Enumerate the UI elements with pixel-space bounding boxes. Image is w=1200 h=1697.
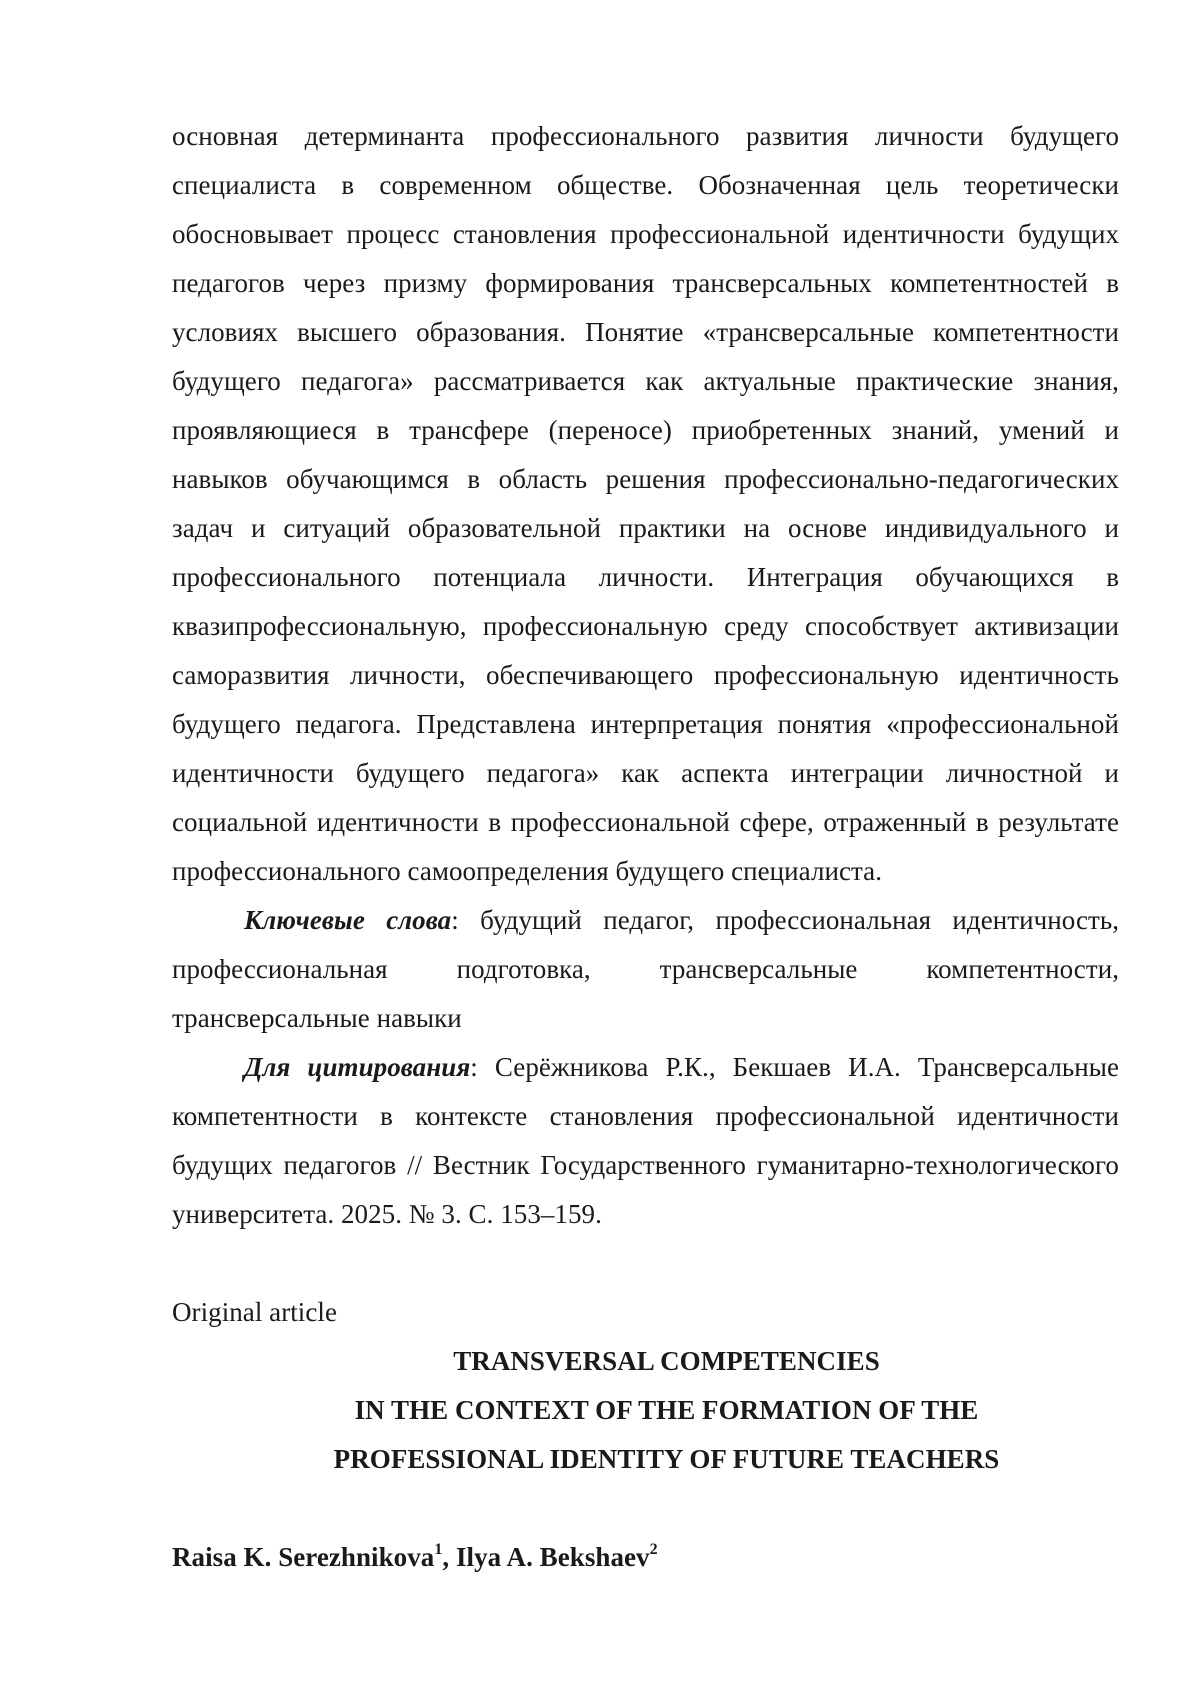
keywords-separator: : [451,905,459,935]
keywords-text: будущий педагог, профессиональная идентичность, профессиональная подготовка, трансверсальные компетентности, трансверсальные навыки [172,905,1119,1033]
citation-text: Серёжникова Р.К., Бекшаев И.А. Трансверсальные компетентности в контексте становления профессиональной идентичности будущих педагогов // Вестник Государственного гуманитарно-технологического университета. 2025. № 3. С. 153–159. [172,1052,1119,1229]
citation-label: Для цитирования [244,1052,471,1082]
citation-paragraph [172,1043,1119,1239]
title-line: IN THE CONTEXT OF THE FORMATION OF THE [354,1395,979,1425]
document-page [172,112,1119,1582]
author-affiliation-mark: 2 [649,1541,658,1558]
keywords-label: Ключевые слова [244,905,452,935]
title-line: PROFESSIONAL IDENTITY OF FUTURE TEACHERS [333,1444,1000,1474]
citation-separator: : [470,1052,478,1082]
article-type: Original article [172,1297,337,1327]
author-separator: , [442,1542,456,1572]
author-affiliation-mark: 1 [434,1541,443,1558]
keywords-paragraph [172,896,1119,1043]
authors-line [172,1533,1119,1582]
abstract-paragraph: основная детерминанта профессионального развития личности будущего специалиста в современном обществе. Обозначенная цель теоретически обосновывает процесс становления профессиональной идентичности будущих педагогов через призму формирования трансверсальных компетентностей в условиях высшего образования. Понятие «трансверсальные компетентности будущего педагога» рассматривается как актуальные практические знания, проявляющиеся в трансфере (переносе) приобретенных знаний, умений и навыков обучающимся в область решения профессионально-педагогических задач и ситуаций образовательной практики на основе индивидуального и профессионального потенциала личности. Интеграция обучающихся в квазипрофессиональную, профессиональную среду способствует активизации саморазвития личности, обеспечивающего профессиональную идентичность будущего педагога. Представлена интерпретация понятия «профессиональной идентичности будущего педагога» как аспекта интеграции личностной и социальной идентичности в профессиональной сфере, отраженный в результате профессионального самоопределения будущего специалиста. [172,121,1119,886]
title-line: TRANSVERSAL COMPETENCIES [453,1346,880,1376]
author-name: Ilya A. Bekshaev [456,1542,650,1572]
author-name: Raisa K. Serezhnikova [172,1542,435,1572]
article-title [172,1337,1119,1484]
